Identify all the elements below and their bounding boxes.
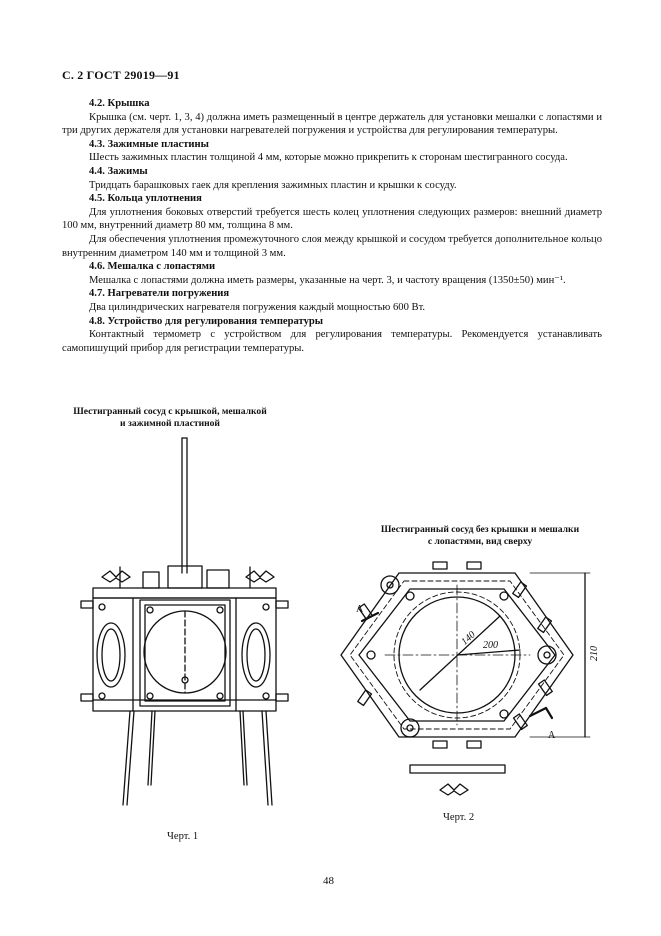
section-heading: 4.6. Мешалка с лопастями — [89, 261, 216, 273]
paragraph: Крышка (см. черт. 1, 3, 4) должна иметь размещенный в центре держатель для установки мешалки с лопастями и три других держателя для установки нагревателей погружения и устройства для регулирования температуры. — [62, 111, 602, 137]
paragraph: Шесть зажимных пластин толщиной 4 мм, которые можно прикрепить к сторонам шестигранного сосуда. — [89, 152, 568, 164]
figure1-caption: Черт. 1 — [167, 831, 199, 842]
figure1-vessel-drawing — [81, 438, 288, 805]
paragraph: Мешалка с лопастями должна иметь размеры, указанные на черт. 3, и частоту вращения (1350±50) мин⁻¹. — [89, 274, 566, 286]
section-heading: 4.4. Зажимы — [89, 165, 148, 177]
paragraph: Для уплотнения боковых отверстий требуется шесть колец уплотнения следующих размеров: внешний диаметр 100 мм, внутренний диаметр 80 мм, толщина 8 мм. — [62, 206, 602, 232]
figure2-title: Шестигранный сосуд без крышки и мешалки с лопастями, вид сверху — [380, 524, 580, 547]
figure1-title: Шестигранный сосуд с крышкой, мешалкой и зажимной пластиной — [73, 406, 267, 429]
dimension-label-140: 140 — [459, 629, 478, 648]
paragraph: Два цилиндрических нагревателя погружения каждый мощностью 600 Вт. — [89, 301, 426, 313]
dimension-label-210: 210 — [589, 646, 600, 661]
paragraph: Контактный термометр с устройством для регулирования температуры. Рекомендуется устанавливать самопишущий прибор для регистрации температуры. — [62, 329, 602, 354]
page-header: С. 2 ГОСТ 29019—91 — [62, 68, 180, 82]
section-heading: 4.5. Кольца уплотнения — [89, 193, 202, 205]
paragraph: Для обеспечения уплотнения промежуточного слоя между крышкой и сосудом требуется дополнительное кольцо внутренним диаметром 140 мм и толщиной 3 мм. — [62, 233, 602, 259]
dimension-label-200: 200 — [483, 640, 498, 651]
figure2-caption: Черт. 2 — [443, 812, 475, 823]
section-label-a-left: А — [356, 604, 364, 615]
section-heading: 4.2. Крышка — [89, 98, 150, 109]
figure2-top-view-drawing — [341, 562, 590, 795]
page-number: 48 — [323, 875, 334, 887]
section-heading: 4.7. Нагреватели погружения — [89, 288, 230, 300]
section-heading: 4.8. Устройство для регулирования температуры — [89, 315, 324, 327]
section-label-a-right: А — [548, 730, 556, 741]
section-heading: 4.3. Зажимные пластины — [89, 138, 209, 150]
paragraph: Тридцать барашковых гаек для крепления зажимных пластин и крышки к сосуду. — [89, 179, 457, 191]
